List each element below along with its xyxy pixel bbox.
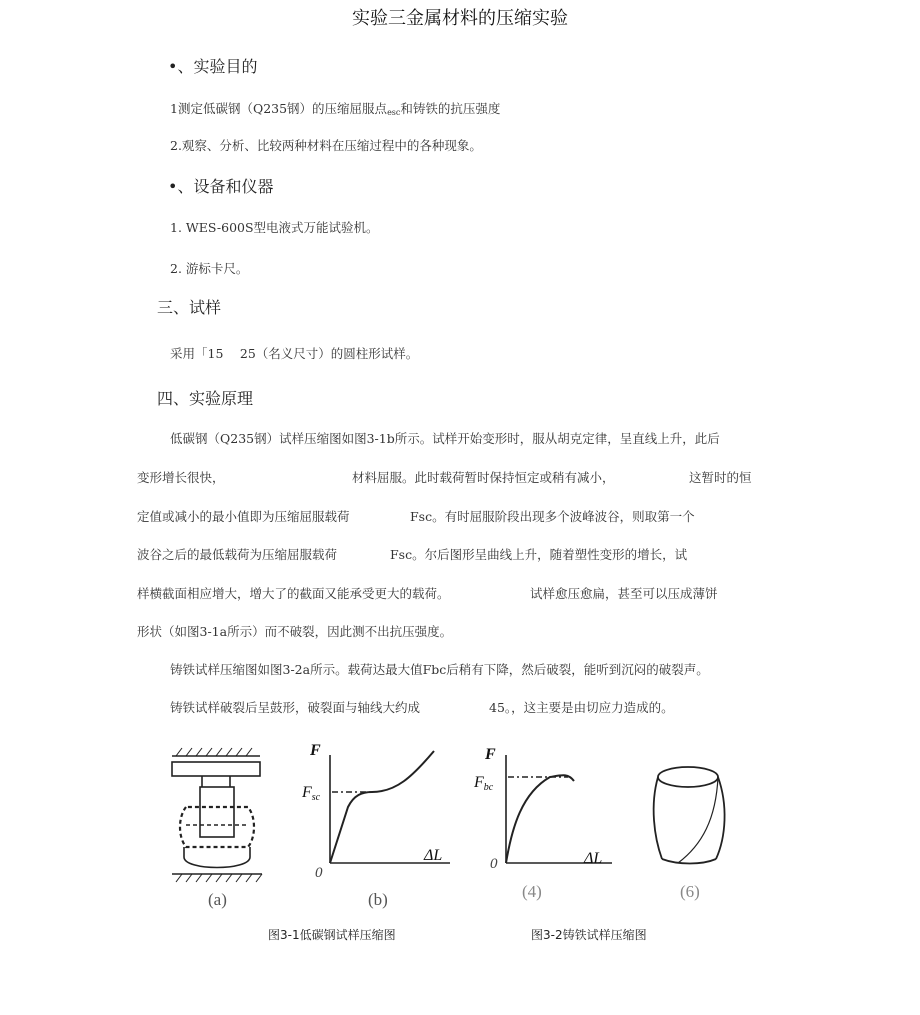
figure-caption-1: 图3-1低碳钢试样压缩图 <box>268 928 396 942</box>
section-heading-equipment: •、设备和仪器 <box>168 177 274 196</box>
figure-c-x-label: ΔL <box>584 850 603 867</box>
purpose-item-2: 2.观察、分析、比较两种材料在压缩过程中的各种现象。 <box>170 138 482 153</box>
figure-b-label: (b) <box>368 890 388 909</box>
principle-line-2b: 材料屈服。此时载荷暂时保持恒定或稍有减小， <box>352 470 615 485</box>
figure-b-y-label: F <box>310 742 321 759</box>
section-heading-purpose: •、实验目的 <box>168 57 258 76</box>
figure-c-y-label: F <box>485 746 496 763</box>
principle-line-6: 形状（如图3-1a所示）而不破裂，因此测不出抗压强度。 <box>137 624 453 639</box>
principle-line-3a: 定值或减小的最小值即为压缩屈服载荷 <box>137 509 350 524</box>
principle-line-2a: 变形增长很快， <box>137 470 225 485</box>
section-heading-specimen: 三、试样 <box>157 298 222 317</box>
figure-caption-2: 图3-2铸铁试样压缩图 <box>531 928 647 942</box>
figure-a-label: (a) <box>208 890 227 909</box>
figure-c-fbc-label: Fbc <box>474 774 494 793</box>
equipment-item-2: 2. 游标卡尺。 <box>170 261 249 276</box>
principle-line-5b: 试样愈压愈扁，甚至可以压成薄饼 <box>530 586 718 601</box>
figure-b-fsc-label: Fsc <box>302 784 321 803</box>
figure-c-label: (4) <box>522 882 542 901</box>
specimen-text: 采用「15 25（名义尺寸）的圆柱形试样。 <box>170 346 419 361</box>
principle-line-8a: 铸铁试样破裂后呈鼓形，破裂面与轴线大约成 <box>170 700 421 715</box>
figure-c-origin: 0 <box>490 856 498 872</box>
figure-b-x-label: ΔL <box>424 847 443 864</box>
purpose-item-1: 1测定低碳钢（Q235钢）的压缩屈服点$_{esc}$和铸铁的抗压强度 <box>170 101 501 117</box>
principle-line-2c: 这暂时的恒 <box>689 470 752 485</box>
principle-line-3b: Fsc。有时屈服阶段出现多个波峰波谷，则取第一个 <box>410 509 695 524</box>
principle-line-1: 低碳钢（Q235钢）试样压缩图如图3-1b所示。试样开始变形时，服从胡克定律，呈直线上升，此后 <box>170 431 720 446</box>
figures-area <box>150 735 770 915</box>
principle-line-8b: 45。，这主要是由切应力造成的。 <box>489 700 674 715</box>
figure-d-barrel <box>654 767 725 864</box>
principle-line-7: 铸铁试样压缩图如图3-2a所示。载荷达最大值Fbc后稍有下降，然后破裂，能听到沉闷的破裂声。 <box>170 662 709 677</box>
principle-line-4b: Fsc。尔后图形呈曲线上升，随着塑性变形的增长，试 <box>390 547 688 562</box>
figure-d-label: (6) <box>680 882 700 901</box>
principle-line-5a: 样横截面相应增大，增大了的截面又能承受更大的载荷。 <box>137 586 450 601</box>
principle-line-4a: 波谷之后的最低载荷为压缩屈服载荷 <box>137 547 338 562</box>
page-title: 实验三金属材料的压缩实验 <box>352 8 568 29</box>
equipment-item-1: 1. WES-600S型电液式万能试验机。 <box>170 220 379 235</box>
figure-a-press-diagram <box>172 748 262 882</box>
section-heading-principle: 四、实验原理 <box>157 389 254 408</box>
figure-b-origin: 0 <box>315 865 323 881</box>
figure-c-curve <box>506 755 612 863</box>
